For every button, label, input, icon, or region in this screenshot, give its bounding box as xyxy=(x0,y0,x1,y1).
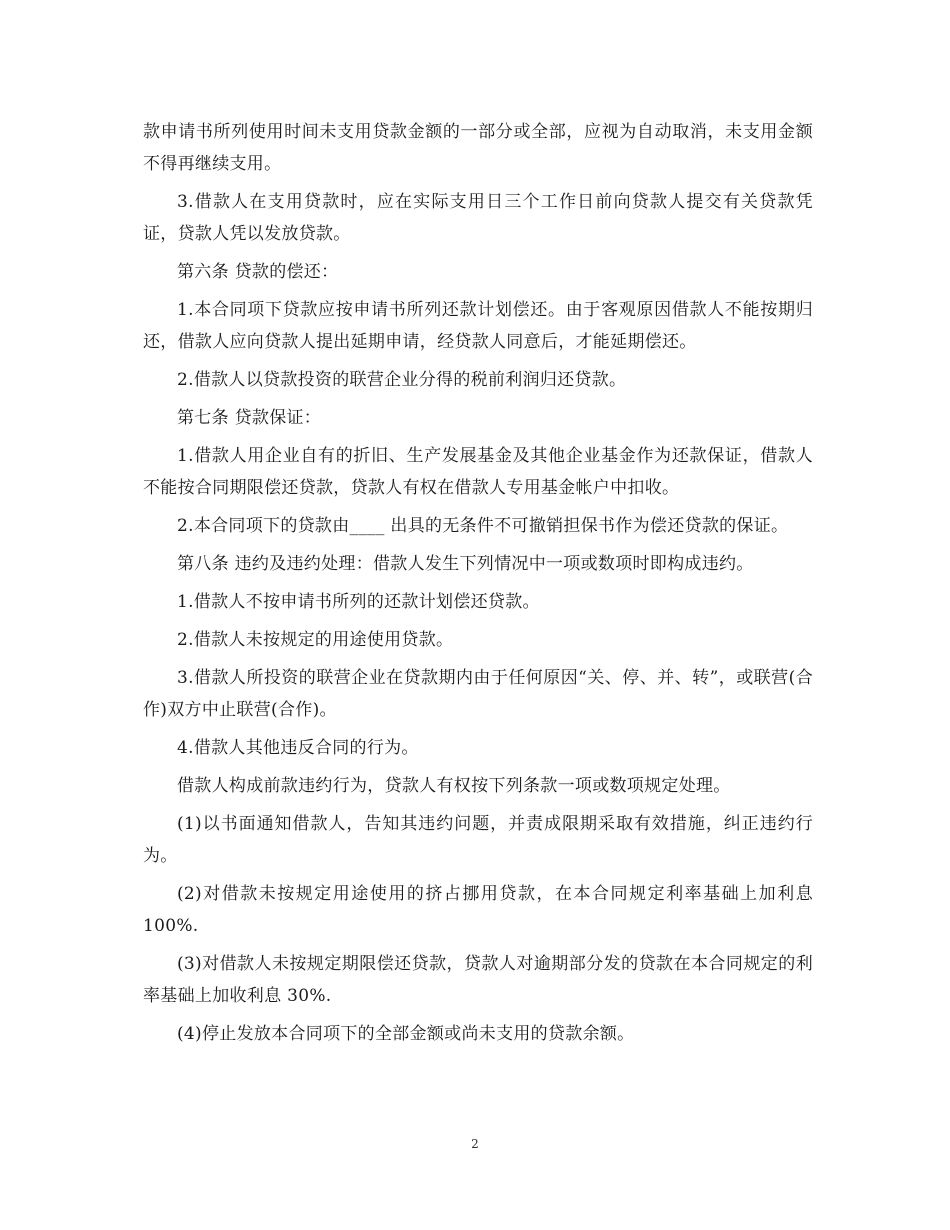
document-body xyxy=(143,116,813,1056)
paragraph: (2)对借款未按规定用途使用的挤占挪用贷款，在本合同规定利率基础上加利息 100%. xyxy=(143,884,813,936)
paragraph: 3.借款人所投资的联营企业在贷款期内由于任何原因“关、停、并、转”，或联营(合作)双方中止联营(合作)。 xyxy=(143,668,813,720)
paragraph: 4.借款人其他违反合同的行为。 xyxy=(177,738,419,758)
paragraph: 款申请书所列使用时间未支用贷款金额的一部分或全部，应视为自动取消，未支用金额不得再继续支用。 xyxy=(143,122,813,174)
paragraph: 1.本合同项下贷款应按申请书所列还款计划偿还。由于客观原因借款人不能按期归还，借款人应向贷款人提出延期申请，经贷款人同意后，才能延期偿还。 xyxy=(143,300,813,352)
paragraph: (4)停止发放本合同项下的全部金额或尚未支用的贷款余额。 xyxy=(177,1024,635,1044)
paragraph: 2.本合同项下的贷款由____ 出具的无条件不可撤销担保书作为偿还贷款的保证。 xyxy=(177,516,789,536)
paragraph: 2.借款人以贷款投资的联营企业分得的税前利润归还贷款。 xyxy=(177,370,627,390)
paragraph: 2.借款人未按规定的用途使用贷款。 xyxy=(177,630,454,650)
paragraph: 1.借款人不按申请书所列的还款计划偿还贷款。 xyxy=(177,592,540,612)
section-heading: 第六条 贷款的偿还： xyxy=(177,262,339,282)
section-heading: 第八条 违约及违约处理：借款人发生下列情况中一项或数项时即构成违约。 xyxy=(177,554,754,574)
page-number: 2 xyxy=(471,1137,479,1151)
paragraph: 借款人构成前款违约行为，贷款人有权按下列条款一项或数项规定处理。 xyxy=(177,776,731,796)
paragraph: (1)以书面通知借款人，告知其违约问题，并责成限期采取有效措施，纠正违约行为。 xyxy=(143,814,813,866)
paragraph: (3)对借款人未按规定期限偿还贷款，贷款人对逾期部分发的贷款在本合同规定的利率基础上加收利息 30%. xyxy=(143,954,813,1006)
paragraph: 1.借款人用企业自有的折旧、生产发展基金及其他企业基金作为还款保证，借款人不能按合同期限偿还贷款，贷款人有权在借款人专用基金帐户中扣收。 xyxy=(143,446,813,498)
section-heading: 第七条 贷款保证： xyxy=(177,408,322,428)
paragraph: 3.借款人在支用贷款时，应在实际支用日三个工作日前向贷款人提交有关贷款凭证，贷款人凭以发放贷款。 xyxy=(143,192,813,244)
